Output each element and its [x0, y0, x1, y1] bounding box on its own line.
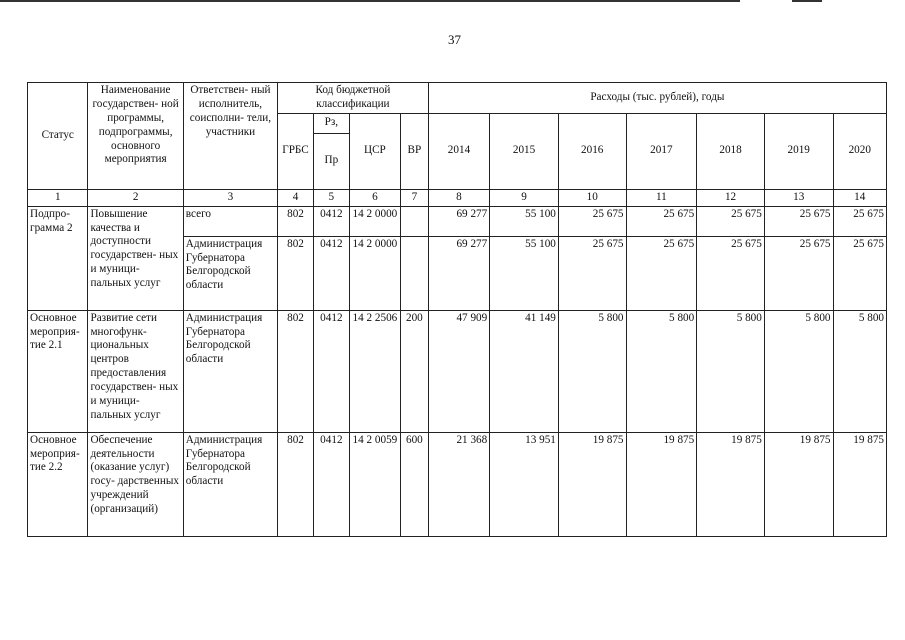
- value-cell: 25 675: [558, 206, 626, 236]
- top-rule: [0, 0, 740, 2]
- value-cell: 69 277: [428, 236, 489, 310]
- top-rule-short: [792, 0, 822, 2]
- value-cell: 25 675: [764, 236, 833, 310]
- budget-table: [27, 82, 887, 537]
- name-cell: Развитие сети многофунк- циональных центров предоставления государствен- ных и муници- пальных услуг: [88, 310, 183, 432]
- value-cell: 21 368: [428, 432, 489, 536]
- value-cell: 19 875: [697, 432, 765, 536]
- column-number: 12: [697, 189, 765, 206]
- rzpr-cell: 0412: [313, 206, 349, 236]
- column-numbers-row: [28, 189, 887, 206]
- column-number: 8: [428, 189, 489, 206]
- value-cell: 25 675: [697, 206, 765, 236]
- column-number: 10: [558, 189, 626, 206]
- column-number: 11: [626, 189, 697, 206]
- column-number: 4: [278, 189, 314, 206]
- value-cell: 55 100: [490, 236, 559, 310]
- value-cell: 41 149: [490, 310, 559, 432]
- rzpr-cell: 0412: [313, 432, 349, 536]
- table-row: [28, 310, 887, 432]
- responsible-cell: Администрация Губернатора Белгородской области: [183, 310, 277, 432]
- name-cell: Обеспечение деятельности (оказание услуг) госу- дарственных учреждений (организаций): [88, 432, 183, 536]
- header-status: Статус: [28, 83, 88, 190]
- column-number: 14: [833, 189, 886, 206]
- header-pr: Пр: [313, 133, 349, 189]
- value-cell: 25 675: [764, 206, 833, 236]
- grbs-cell: 802: [278, 310, 314, 432]
- value-cell: 25 675: [626, 206, 697, 236]
- header-year: 2019: [764, 113, 833, 189]
- vr-cell: 200: [401, 310, 429, 432]
- responsible-cell: Администрация Губернатора Белгородской области: [183, 432, 277, 536]
- header-year: 2020: [833, 113, 886, 189]
- rzpr-cell: 0412: [313, 236, 349, 310]
- name-cell: Повышение качества и доступности государствен- ных и муници- пальных услуг: [88, 206, 183, 310]
- header-csr: ЦСР: [349, 113, 400, 189]
- page-number: 37: [448, 32, 461, 47]
- rzpr-cell: 0412: [313, 310, 349, 432]
- column-number: 1: [28, 189, 88, 206]
- header-year: 2016: [558, 113, 626, 189]
- column-number: 9: [490, 189, 559, 206]
- header-name: Наименование государствен- ной программы, подпрограммы, основного мероприятия: [88, 83, 183, 190]
- header-rz: Рз,: [313, 113, 349, 133]
- value-cell: 19 875: [764, 432, 833, 536]
- vr-cell: 600: [401, 432, 429, 536]
- grbs-cell: 802: [278, 206, 314, 236]
- status-cell: Основное мероприя- тие 2.2: [28, 432, 88, 536]
- header-grbs: ГРБС: [278, 113, 314, 189]
- value-cell: 5 800: [697, 310, 765, 432]
- value-cell: 13 951: [490, 432, 559, 536]
- header-expenses: Расходы (тыс. рублей), годы: [428, 83, 886, 114]
- column-number: 7: [401, 189, 429, 206]
- responsible-cell: Администрация Губернатора Белгородской области: [183, 236, 277, 310]
- header-vr: ВР: [401, 113, 429, 189]
- vr-cell: [401, 236, 429, 310]
- header-year: 2015: [490, 113, 559, 189]
- value-cell: 25 675: [833, 206, 886, 236]
- grbs-cell: 802: [278, 236, 314, 310]
- value-cell: 25 675: [626, 236, 697, 310]
- column-number: 5: [313, 189, 349, 206]
- value-cell: 19 875: [626, 432, 697, 536]
- value-cell: 19 875: [833, 432, 886, 536]
- header-year: 2017: [626, 113, 697, 189]
- header-budget-code: Код бюджетной классификации: [278, 83, 429, 114]
- column-number: 13: [764, 189, 833, 206]
- value-cell: 55 100: [490, 206, 559, 236]
- header-year: 2014: [428, 113, 489, 189]
- csr-cell: 14 2 0059: [349, 432, 400, 536]
- vr-cell: [401, 206, 429, 236]
- value-cell: 5 800: [558, 310, 626, 432]
- value-cell: 19 875: [558, 432, 626, 536]
- value-cell: 5 800: [626, 310, 697, 432]
- value-cell: 5 800: [833, 310, 886, 432]
- table-row: [28, 432, 887, 536]
- value-cell: 25 675: [558, 236, 626, 310]
- table-row: [28, 206, 887, 236]
- value-cell: 5 800: [764, 310, 833, 432]
- status-cell: Подпро- грамма 2: [28, 206, 88, 310]
- header-year: 2018: [697, 113, 765, 189]
- value-cell: 69 277: [428, 206, 489, 236]
- value-cell: 25 675: [833, 236, 886, 310]
- responsible-cell: всего: [183, 206, 277, 236]
- value-cell: 25 675: [697, 236, 765, 310]
- grbs-cell: 802: [278, 432, 314, 536]
- header-responsible: Ответствен- ный исполнитель, соисполни- тели, участники: [183, 83, 277, 190]
- column-number: 6: [349, 189, 400, 206]
- csr-cell: 14 2 0000: [349, 206, 400, 236]
- column-number: 2: [88, 189, 183, 206]
- status-cell: Основное мероприя- тие 2.1: [28, 310, 88, 432]
- column-number: 3: [183, 189, 277, 206]
- csr-cell: 14 2 0000: [349, 236, 400, 310]
- csr-cell: 14 2 2506: [349, 310, 400, 432]
- value-cell: 47 909: [428, 310, 489, 432]
